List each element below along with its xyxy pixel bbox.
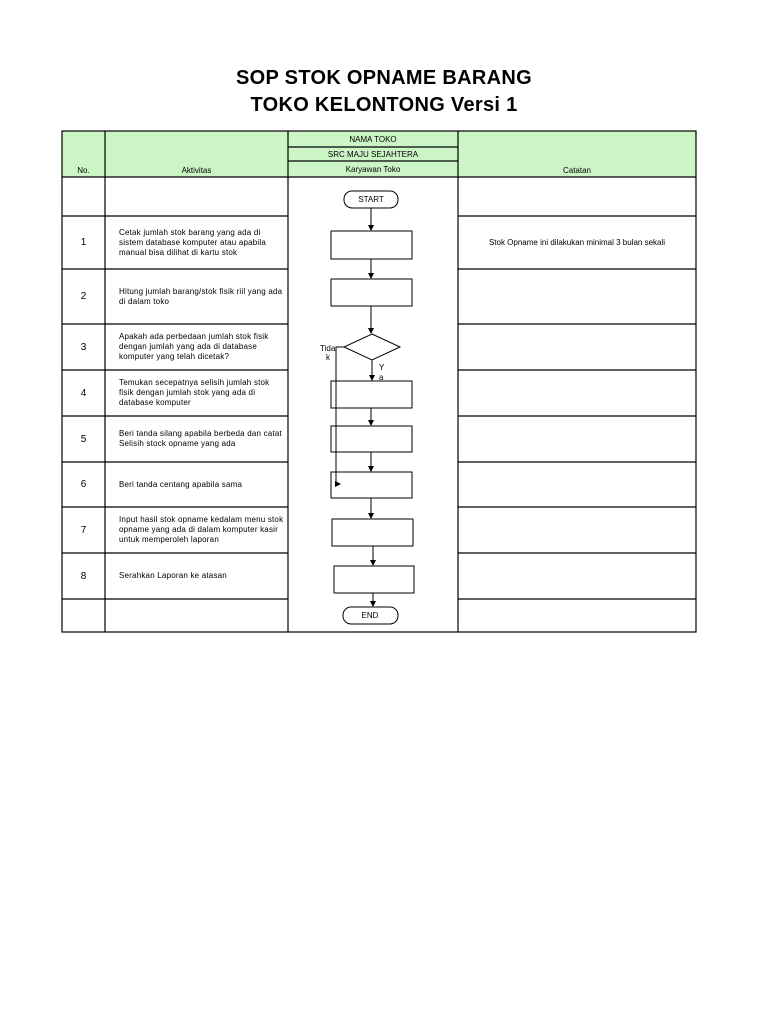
flowchart-process-4 bbox=[331, 381, 412, 408]
row-3-aktivitas: Apakah ada perbedaan jumlah stok fisik dengan jumlah yang ada di database komputer yang telah dicetak? bbox=[119, 332, 269, 361]
flowchart-process-7 bbox=[332, 519, 413, 546]
row-7-no: 7 bbox=[80, 524, 87, 536]
row-5-no: 5 bbox=[80, 433, 87, 445]
row-1-no: 1 bbox=[80, 237, 87, 248]
flowchart-process-5 bbox=[331, 426, 412, 452]
row-1-catatan: Stok Opname ini dilakukan minimal 3 bulan sekali bbox=[488, 238, 666, 247]
page-title-line-1: SOP STOK OPNAME BARANG bbox=[236, 67, 532, 89]
flowchart-ya-label-2: a bbox=[379, 373, 384, 382]
flowchart-process-2 bbox=[331, 279, 412, 306]
flowchart-process-8 bbox=[334, 566, 414, 593]
row-7-aktivitas: Input hasil stok opname kedalam menu stok opname yang ada di dalam komputer kasir untuk memperoleh laporan bbox=[119, 515, 284, 544]
flowchart-process-1 bbox=[331, 231, 412, 259]
flowchart-end-label: END bbox=[361, 611, 379, 620]
row-1-aktivitas: Cetak jumlah stok barang yang ada di sistem database komputer atau apabila manual bisa dilihat di kartu stok bbox=[119, 227, 267, 257]
row-5-aktivitas: Beri tanda silang apabila berbeda dan catat Selisih stock opname yang ada bbox=[119, 429, 282, 448]
header-catatan: Catatan bbox=[458, 131, 696, 177]
header-karyawan-toko: Karyawan Toko bbox=[288, 161, 458, 177]
row-8-no: 8 bbox=[80, 570, 87, 582]
header-aktivitas: Aktivitas bbox=[105, 131, 288, 177]
row-3-no: 3 bbox=[80, 341, 87, 353]
row-6-no: 6 bbox=[80, 479, 87, 490]
flowchart-ya-label: Y bbox=[379, 363, 385, 372]
row-2-aktivitas: Hitung jumlah barang/stok fisik riil yang ada di dalam toko bbox=[119, 286, 283, 306]
flowchart-process-6 bbox=[331, 472, 412, 498]
header-nama-toko-label: NAMA TOKO bbox=[288, 131, 458, 147]
header-no: No. bbox=[62, 131, 105, 177]
row-6-aktivitas: Beri tanda centang apabila sama bbox=[119, 479, 243, 489]
page-title-line-2: TOKO KELONTONG Versi 1 bbox=[250, 94, 518, 116]
flowchart-decision bbox=[344, 334, 400, 360]
row-4-no: 4 bbox=[80, 387, 87, 399]
row-2-no: 2 bbox=[80, 291, 87, 302]
row-8-aktivitas: Serahkan Laporan ke atasan bbox=[119, 571, 227, 580]
flowchart-tidak-label-2: k bbox=[326, 353, 330, 362]
flowchart-start-label: START bbox=[358, 195, 384, 204]
header-nama-toko-value: SRC MAJU SEJAHTERA bbox=[288, 147, 458, 161]
row-4-aktivitas: Temukan secepatnya selisih jumlah stok fisik dengan jumlah stok yang ada di database komputer bbox=[119, 378, 270, 407]
flowchart-tidak-label: Tida bbox=[320, 344, 336, 353]
